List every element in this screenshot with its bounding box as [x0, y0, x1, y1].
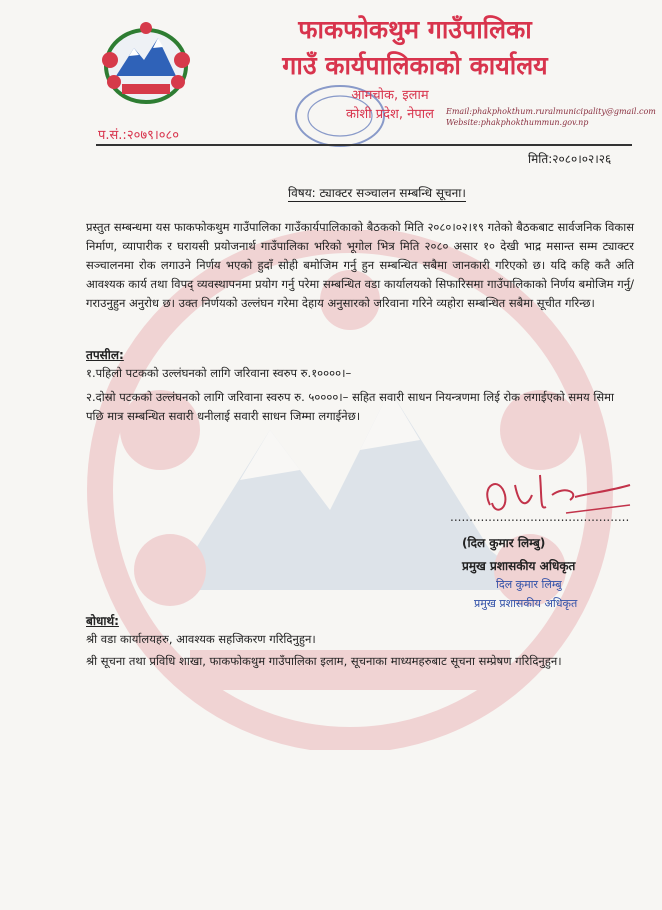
website-address: Website:phakphokthummun.gov.np — [446, 118, 589, 127]
office-title-line1: फाकफोकथुम गाउँपालिका — [298, 15, 532, 44]
address-line1: आमचोक, इलाम — [351, 88, 429, 103]
name-stamp: दिल कुमार लिम्बु — [496, 578, 562, 591]
letter-subject: विषय: ट्याक्टर सञ्चालन सम्बन्धि सूचना। — [288, 186, 466, 200]
nepal-emblem-logo — [100, 20, 192, 104]
fine-item-2: २.दोस्रो पटकको उल्लंघनको लागि जरिवाना स्वरुप रु. ५००००।– सहित सवारी साधन नियन्त्रणमा लिई रोक लगाईएको समय सिमा पछि मात्र सम्बन्धित सवारी धनीलाई सवारी साधन जिम्मा लगाईनेछ। — [86, 390, 614, 423]
signer-name: (दिल कुमार लिम्बु) — [462, 536, 546, 550]
cc-heading: बोधार्थ: — [86, 614, 119, 628]
details-heading: तपसील: — [86, 348, 124, 362]
address-line2: कोशी प्रदेश, नेपाल — [346, 107, 434, 122]
fine-item-1: १.पहिलो पटकको उल्लंघनको लागि जरिवाना स्वरुप रु.१००००।– — [86, 366, 352, 380]
cc-line-1: श्री वडा कार्यालयहरु, आवश्यक सहजिकरण गरिदिनुहुन। — [86, 632, 316, 646]
letter-body: प्रस्तुत सम्बन्धमा यस फाकफोकथुम गाउँपालिका गाउँकार्यपालिकाको बैठकको मिति २०८०।०२।१९ गतेको बैठकबाट सार्वजनिक विकास निर्माण, व्यापारीक र घरायसी प्रयोजनार्थ गाउँपालिका भरिको भूगोल भित्र मिति २०८० असार १० देखी भाद्र मसान्त सम्म ट्याक्टर सञ्चालनमा रोक लगाउने निर्णय भएको हुदाँ सोही बमोजिम गर्नु हुन सम्बन्धित सबैमा जानकारी गरिएको छ। यदि कहि कतै अति आवश्यक कार्य तथा विपद् व्यवस्थापनमा प्रयोग गर्नु परेमा सम्बन्धित वडा कार्यालयको सिफारिसमा गाउँपालिकाको निर्णय बमोजिम गर्नु/गराउनुहुन अनुरोध छ। उक्त निर्णयको उल्लंघन गरेमा देहाय अनुसारको जरिवाना गरिने व्यहोरा सम्बन्धित सबैमा सूचीत गरिन्छ। — [86, 220, 634, 310]
reference-number: प.सं.:२०७९।०८० — [98, 128, 180, 143]
office-title-line2: गाउँ कार्यपालिकाको कार्यालय — [282, 51, 548, 80]
signature-line: ............................................... — [450, 510, 630, 524]
signer-title: प्रमुख प्रशासकीय अधिकृत — [462, 559, 576, 573]
cc-line-2: श्री सूचना तथा प्रविधि शाखा, फाकफोकथुम गाउँपालिका इलाम, सूचनाका माध्यमहरुबाट सूचना सम्प्रेषण गरिदिनुहुन। — [86, 654, 562, 668]
letter-date: मिति:२०८०।०२।२६ — [528, 152, 612, 166]
title-stamp: प्रमुख प्रशासकीय अधिकृत — [474, 597, 578, 610]
header-divider — [96, 144, 632, 146]
email-address: Email:phakphokthum.ruralmunicipality@gmail.com — [446, 107, 656, 116]
